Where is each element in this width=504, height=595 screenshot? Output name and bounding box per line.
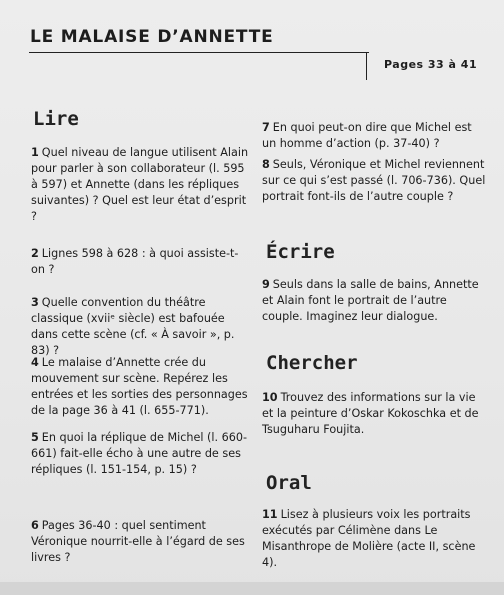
section-heading-chercher: Chercher bbox=[266, 352, 358, 374]
question-number: 1 bbox=[31, 146, 39, 159]
question-text: Seuls, Véronique et Michel reviennent sur ce qui s’est passé (l. 706-736). Quel portrait font-ils de l’autre couple ? bbox=[262, 158, 486, 203]
question-1 bbox=[31, 145, 249, 225]
question-number: 11 bbox=[262, 508, 278, 521]
page-bottom-band bbox=[0, 582, 504, 595]
question-number: 9 bbox=[262, 278, 270, 291]
question-10 bbox=[262, 390, 487, 438]
question-number: 6 bbox=[31, 519, 39, 532]
question-11 bbox=[262, 507, 487, 571]
page-range: Pages 33 à 41 bbox=[384, 58, 478, 71]
question-text: Quelle convention du théâtre classique (xviiᵉ siècle) est bafouée dans cette scène (cf. « À savoir », p. 83) ? bbox=[31, 296, 235, 357]
question-7 bbox=[262, 120, 487, 152]
question-number: 4 bbox=[31, 356, 39, 369]
section-heading-ecrire: Écrire bbox=[266, 241, 335, 263]
question-number: 2 bbox=[31, 247, 39, 260]
question-5 bbox=[31, 430, 249, 478]
question-number: 5 bbox=[31, 431, 39, 444]
question-number: 10 bbox=[262, 391, 278, 404]
question-text: En quoi la réplique de Michel (l. 660-661) fait-elle écho à une autre de ses répliques (l. 151-154, p. 15) ? bbox=[31, 431, 247, 476]
question-text: En quoi peut-on dire que Michel est un homme d’action (p. 37-40) ? bbox=[262, 121, 472, 150]
question-text: Trouvez des informations sur la vie et la peinture d’Oskar Kokoschka et de Tsuguharu Foujita. bbox=[262, 391, 479, 436]
question-number: 8 bbox=[262, 158, 270, 171]
page-title: LE MALAISE D’ANNETTE bbox=[30, 27, 274, 47]
question-8 bbox=[262, 157, 487, 205]
question-3 bbox=[31, 295, 249, 359]
question-text: Le malaise d’Annette crée du mouvement sur scène. Repérez les entrées et les sorties des personnages de la page 36 à 41 (l. 655-771). bbox=[31, 356, 248, 417]
question-2 bbox=[31, 246, 249, 278]
section-heading-lire: Lire bbox=[33, 108, 79, 130]
section-heading-oral: Oral bbox=[266, 472, 312, 494]
question-text: Quel niveau de langue utilisent Alain pour parler à son collaborateur (l. 595 à 597) et Annette (dans les répliques suivantes) ? Quel est leur état d’esprit ? bbox=[31, 146, 249, 223]
question-text: Lignes 598 à 628 : à quoi assiste-t-on ? bbox=[31, 247, 239, 276]
question-text: Pages 36-40 : quel sentiment Véronique nourrit-elle à l’égard de ses livres ? bbox=[31, 519, 245, 564]
title-rule-vertical bbox=[366, 52, 367, 80]
question-9 bbox=[262, 277, 487, 325]
question-text: Seuls dans la salle de bains, Annette et Alain font le portrait de l’autre couple. Imaginez leur dialogue. bbox=[262, 278, 479, 323]
title-rule bbox=[29, 52, 369, 53]
question-number: 3 bbox=[31, 296, 39, 309]
question-6 bbox=[31, 518, 249, 566]
question-text: Lisez à plusieurs voix les portraits exécutés par Célimène dans Le Misanthrope de Molière (acte II, scène 4). bbox=[262, 508, 476, 569]
question-number: 7 bbox=[262, 121, 270, 134]
question-4 bbox=[31, 355, 249, 419]
